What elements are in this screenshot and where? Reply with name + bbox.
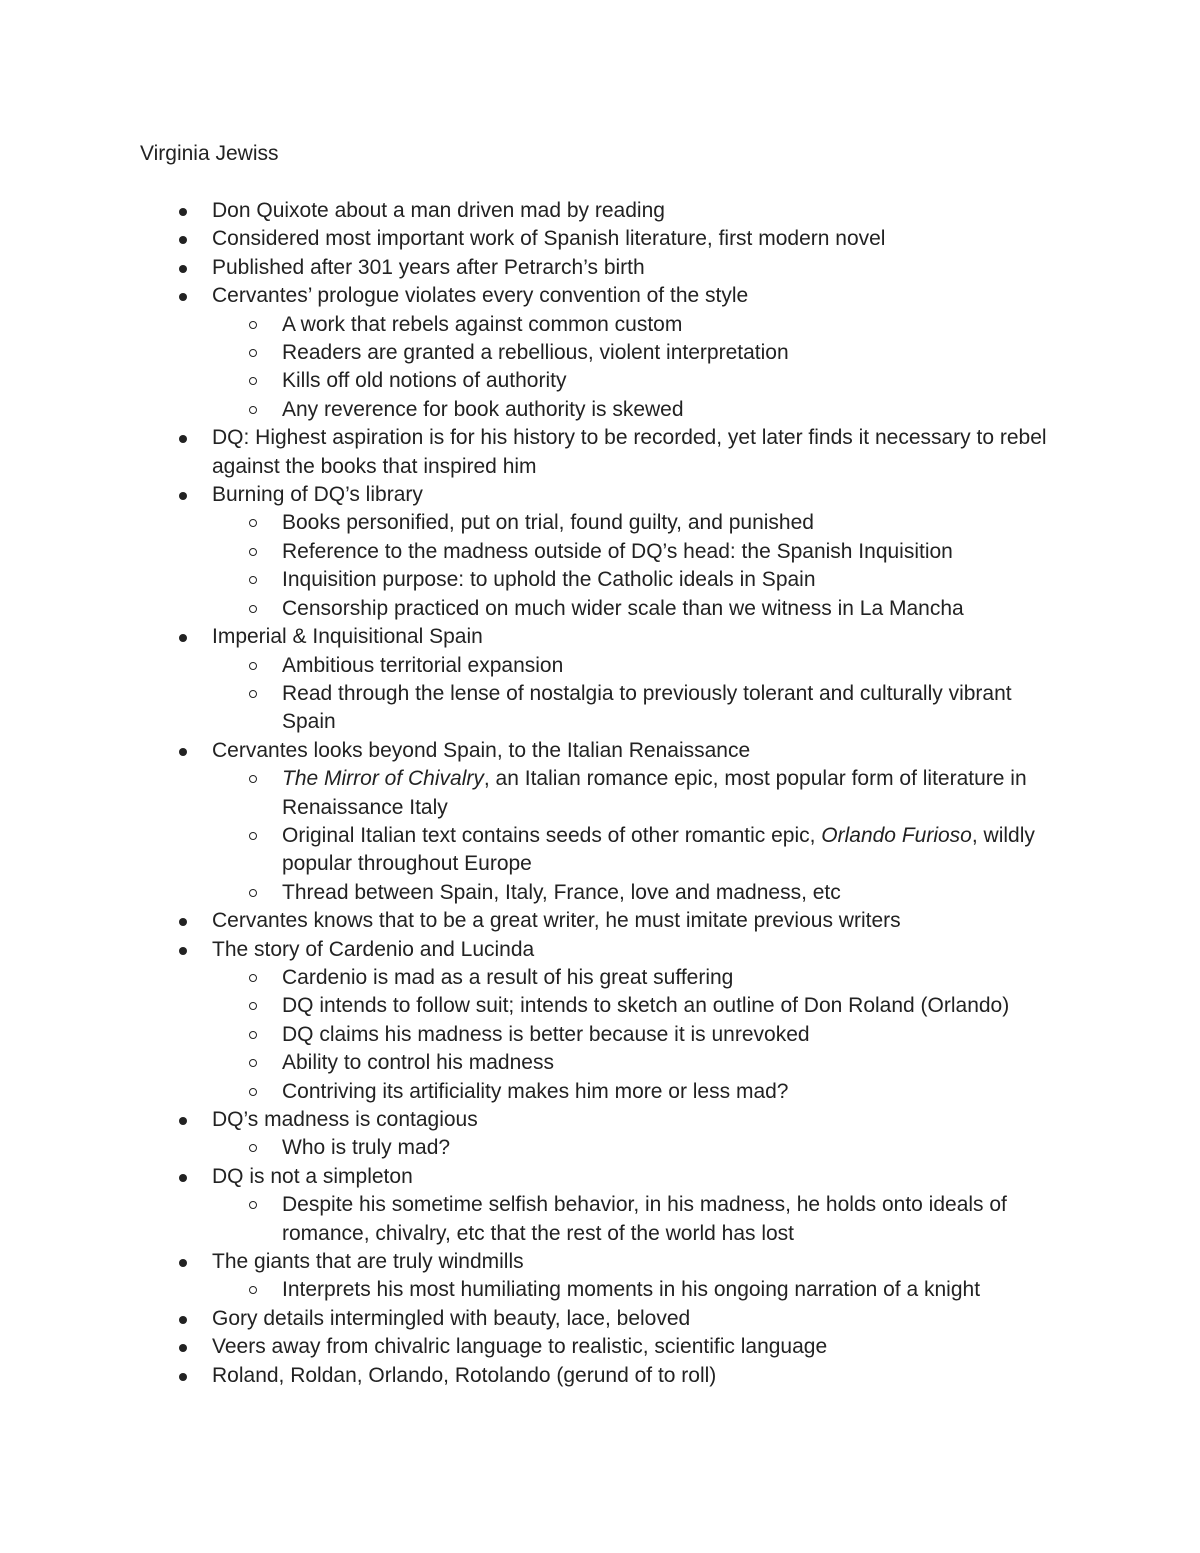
- sub-list-item-text: Ability to control his madness: [282, 1051, 554, 1075]
- sub-list-item-text: Read through the lense of nostalgia to previously tolerant and culturally vibrant Spain: [282, 681, 1012, 734]
- list-item: [0, 1163, 1062, 1248]
- sub-list-item-text: Kills off old notions of authority: [282, 369, 567, 393]
- sub-list-item-text: Inquisition purpose: to uphold the Catholic ideals in Spain: [282, 568, 816, 592]
- sub-list-item-text: Despite his sometime selfish behavior, in his madness, he holds onto ideals of romance, chivalry, etc that the rest of the world has lost: [282, 1193, 1007, 1245]
- list-item-text: Cervantes looks beyond Spain, to the Italian Renaissance: [212, 738, 751, 762]
- document-title: Virginia Jewiss: [140, 142, 279, 165]
- list-item: [0, 623, 1062, 737]
- list-item-text: Cervantes’ prologue violates every convention of the style: [212, 284, 749, 308]
- sub-list-item: [282, 339, 1062, 367]
- sub-list: [212, 652, 1062, 737]
- sub-list-item-text: Ambitious territorial expansion: [282, 653, 564, 677]
- list-item: [0, 254, 1062, 282]
- list-item-text: Veers away from chivalric language to realistic, scientific language: [212, 1335, 828, 1359]
- sub-list-item: [282, 1021, 1062, 1049]
- sub-list: [212, 765, 1062, 907]
- sub-list-item-text: Thread between Spain, Italy, France, love and madness, etc: [282, 880, 841, 904]
- sub-list-item: [282, 311, 1062, 339]
- list-item: [0, 225, 1062, 253]
- sub-list-item: [282, 992, 1062, 1020]
- sub-list-item-text: Who is truly mad?: [282, 1136, 451, 1160]
- sub-list-item: [282, 1191, 1062, 1248]
- sub-list: [212, 1191, 1062, 1248]
- list-item-text: Don Quixote about a man driven mad by reading: [212, 199, 665, 222]
- sub-list: [212, 311, 1062, 425]
- sub-list-item-text: DQ claims his madness is better because it is unrevoked: [282, 1022, 810, 1046]
- sub-list-item: [282, 680, 1062, 737]
- sub-list-item-text: , an Italian romance epic, most popular form of literature in Renaissance Italy: [282, 767, 1027, 819]
- sub-list-item: [282, 509, 1062, 537]
- sub-list-item-text: Reference to the madness outside of DQ’s head: the Spanish Inquisition: [282, 539, 953, 563]
- sub-list-item-text: Any reverence for book authority is skewed: [282, 397, 684, 421]
- list-item: [0, 1305, 1062, 1333]
- sub-list-item-text: Original Italian text contains seeds of other romantic epic,: [282, 823, 822, 847]
- sub-list-item: [282, 1078, 1062, 1106]
- sub-list-item-text: Cardenio is mad as a result of his great suffering: [282, 965, 734, 989]
- sub-list-item: [282, 566, 1062, 594]
- sub-list-item: [282, 538, 1062, 566]
- sub-list-item: [282, 879, 1062, 907]
- list-item-text: Imperial & Inquisitional Spain: [212, 625, 483, 649]
- list-item-text: DQ: Highest aspiration is for his history to be recorded, yet later finds it necessary to rebel against the books that inspired him: [212, 426, 1047, 478]
- list-item: [0, 907, 1062, 935]
- sub-list-item: [282, 964, 1062, 992]
- sub-list: [212, 1134, 1062, 1162]
- sub-list-item-text: A work that rebels against common custom: [282, 312, 683, 336]
- italic-title: The Mirror of Chivalry: [282, 767, 484, 791]
- list-item-text: The story of Cardenio and Lucinda: [212, 937, 535, 961]
- list-item: [0, 282, 1062, 424]
- list-item: [0, 1248, 1062, 1305]
- notes-list: [0, 197, 1200, 1390]
- sub-list: [212, 509, 1062, 623]
- list-item: [0, 424, 1062, 481]
- italic-title: Orlando Furioso: [821, 823, 972, 847]
- sub-list-item: [282, 1276, 1062, 1304]
- list-item: [0, 936, 1062, 1106]
- sub-list-item: [282, 652, 1062, 680]
- sub-list-item: [282, 367, 1062, 395]
- sub-list-item: [282, 1134, 1062, 1162]
- list-item-text: Gory details intermingled with beauty, lace, beloved: [212, 1306, 691, 1330]
- list-item-text: DQ is not a simpleton: [212, 1164, 413, 1188]
- list-item: [0, 1362, 1062, 1390]
- list-item-text: Published after 301 years after Petrarch’s birth: [212, 255, 645, 279]
- sub-list-item-text: Interprets his most humiliating moments in his ongoing narration of a knight: [282, 1278, 981, 1302]
- list-item: [0, 197, 1062, 225]
- sub-list-item: [282, 765, 1062, 822]
- list-item-text: The giants that are truly windmills: [212, 1250, 524, 1274]
- sub-list-item: [282, 595, 1062, 623]
- sub-list-item: [282, 1049, 1062, 1077]
- sub-list-item: [282, 822, 1062, 879]
- list-item-text: Burning of DQ’s library: [212, 483, 423, 507]
- list-item-text: Cervantes knows that to be a great writer, he must imitate previous writers: [212, 909, 901, 933]
- sub-list-item: [282, 396, 1062, 424]
- list-item: [0, 481, 1062, 623]
- sub-list-item-text: Contriving its artificiality makes him more or less mad?: [282, 1079, 789, 1103]
- list-item-text: Considered most important work of Spanish literature, first modern novel: [212, 227, 886, 251]
- sub-list: [212, 964, 1062, 1106]
- sub-list-item-text: DQ intends to follow suit; intends to sketch an outline of Don Roland (Orlando): [282, 994, 1010, 1018]
- list-item-text: DQ’s madness is contagious: [212, 1108, 478, 1131]
- sub-list-item-text: Readers are granted a rebellious, violent interpretation: [282, 341, 789, 365]
- sub-list-item-text: Censorship practiced on much wider scale than we witness in La Mancha: [282, 596, 964, 620]
- list-item: [0, 1333, 1062, 1361]
- sub-list-item-text-after: , wildly popular throughout Europe: [282, 823, 1035, 876]
- sub-list-item-text: Books personified, put on trial, found guilty, and punished: [282, 511, 814, 535]
- list-item: [0, 737, 1062, 907]
- list-item: [0, 1106, 1062, 1163]
- list-item-text: Roland, Roldan, Orlando, Rotolando (gerund of to roll): [212, 1363, 717, 1387]
- sub-list: [212, 1276, 1062, 1304]
